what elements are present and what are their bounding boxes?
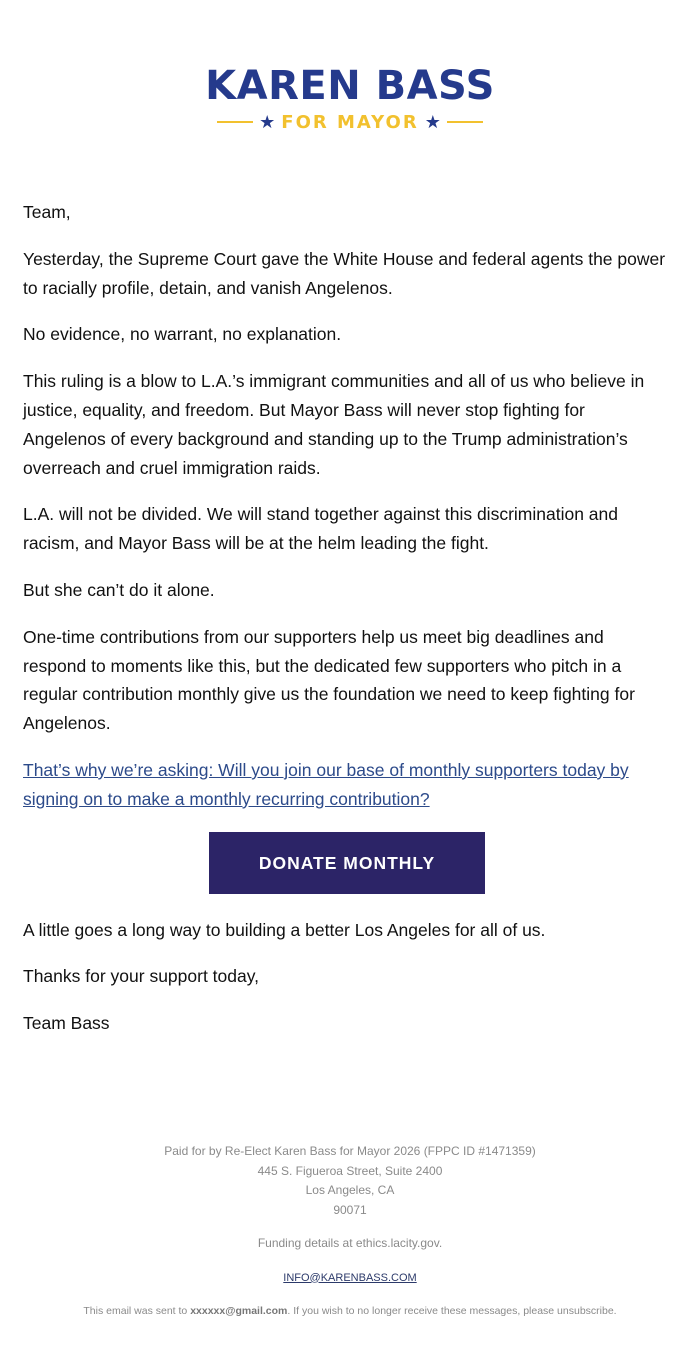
greeting: Team, — [23, 202, 71, 222]
email-footer — [0, 1142, 700, 1322]
donate-monthly-button[interactable]: DONATE MONTHLY — [209, 832, 485, 894]
star-icon: ★ — [259, 112, 276, 132]
email-body — [23, 198, 671, 1056]
paragraph: This ruling is a blow to L.A.’s immigrant communities and all of us who believe in justice, equality, and freedom. But Mayor Bass will never stop fighting for Angelenos of every background and standing up to the Trump administration’s overreach and cruel immigration raids. — [23, 371, 645, 478]
address-zip: 90071 — [333, 1202, 367, 1217]
contact-email-row — [0, 1268, 700, 1289]
monthly-ask-link[interactable]: That’s why we’re asking: Will you join our base of monthly supporters today by signing on to make a monthly recurring contribution? — [23, 759, 629, 809]
signature: Team Bass — [23, 1013, 110, 1034]
sent-suffix: . If you wish to no longer receive these messages, please unsubscribe. — [287, 1305, 617, 1317]
ask-paragraph — [23, 756, 671, 814]
paragraph: A little goes a long way to building a better Los Angeles for all of us. — [23, 919, 546, 940]
logo-name: KAREN BASS — [205, 63, 495, 109]
paid-for-disclaimer: Paid for by Re-Elect Karen Bass for Mayor 2026 (FPPC ID #1471359) — [164, 1144, 536, 1158]
contact-email-link[interactable]: INFO@KARENBASS.COM — [283, 1271, 417, 1284]
recipient-email: xxxxxx@gmail.com — [190, 1305, 288, 1317]
unsubscribe-notice — [0, 1302, 700, 1322]
paragraph: Yesterday, the Supreme Court gave the White House and federal agents the power to racially profile, detain, and vanish Angelenos. — [23, 248, 666, 298]
funding-details: Funding details at ethics.lacity.gov. — [257, 1236, 443, 1250]
paragraph: No evidence, no warrant, no explanation. — [23, 324, 342, 345]
sent-prefix: This email was sent to — [83, 1305, 191, 1317]
address-city: Los Angeles, CA — [305, 1183, 395, 1197]
campaign-logo — [0, 62, 700, 134]
logo-tagline: FOR MAYOR — [281, 111, 419, 133]
closing: Thanks for your support today, — [23, 966, 260, 987]
address-line: 445 S. Figueroa Street, Suite 2400 — [257, 1163, 443, 1178]
logo-tagline-row — [0, 110, 700, 134]
logo-left-rule — [217, 121, 253, 123]
paragraph: One-time contributions from our supporters help us meet big deadlines and respond to moments like this, but the dedicated few supporters who pitch in a regular contribution monthly give us the foundation we need to keep fighting for Angelenos. — [23, 626, 635, 734]
donate-container — [23, 832, 671, 894]
paragraph: But she can’t do it alone. — [23, 579, 215, 600]
paragraph: L.A. will not be divided. We will stand together against this discrimination and racism, and Mayor Bass will be at the helm leading the fight. — [23, 504, 618, 554]
star-icon: ★ — [424, 112, 441, 132]
logo-right-rule — [447, 121, 483, 123]
